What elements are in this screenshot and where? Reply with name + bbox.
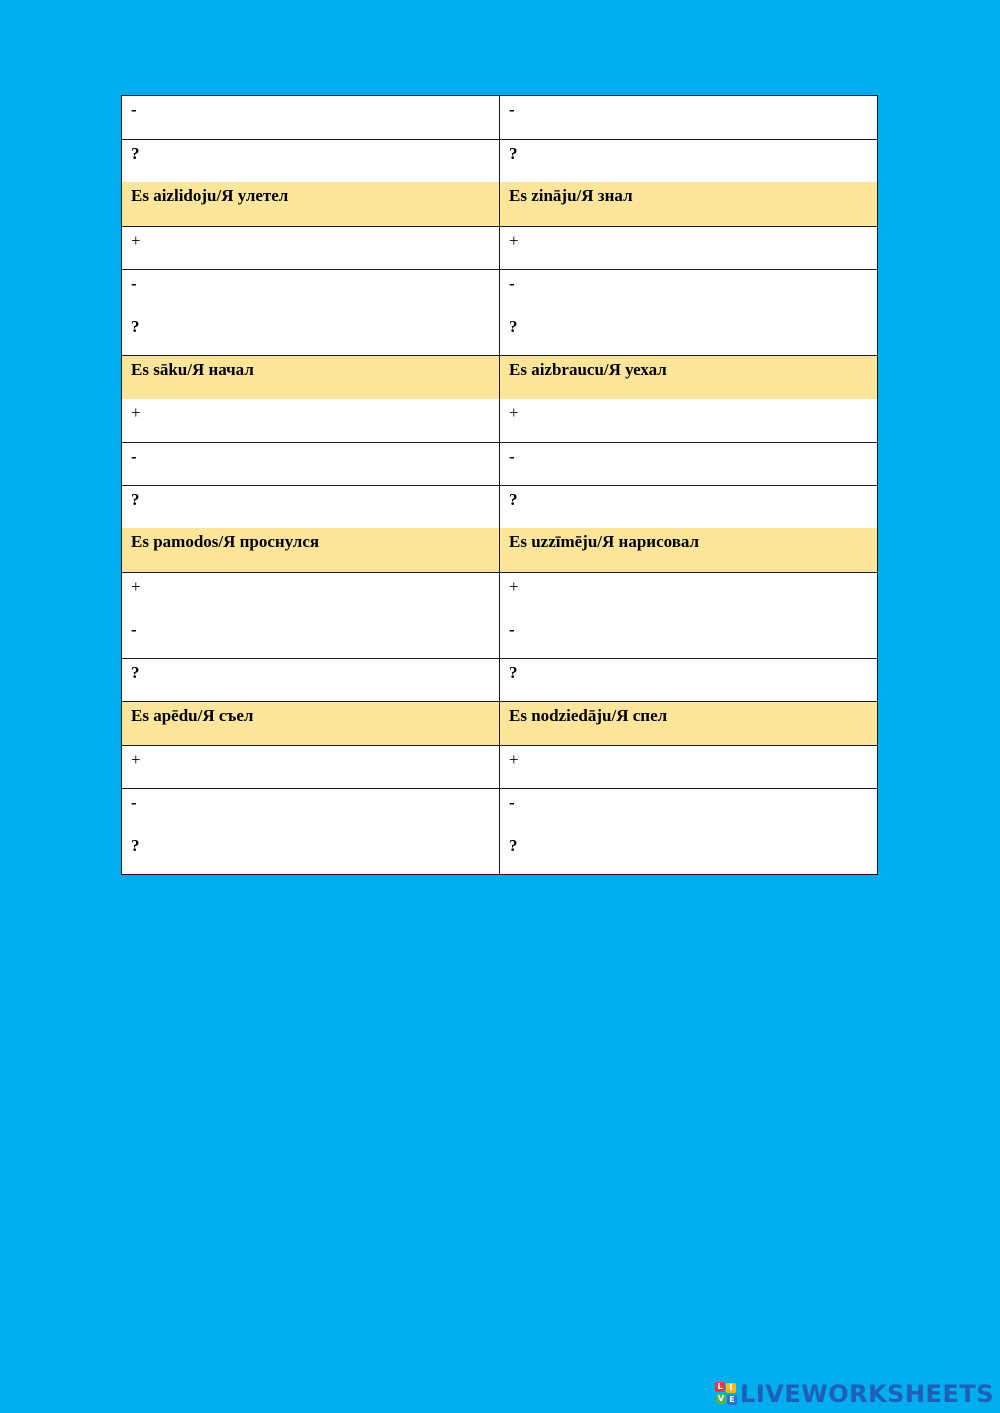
table-row [122,139,877,182]
logo-text: LIVEWORKSHEETS [740,1380,994,1408]
question-mark: ? [509,317,518,336]
verb-header-row [122,701,877,745]
negative-mark: - [509,100,515,119]
verb-header-row [122,528,877,572]
question-mark: ? [509,144,518,163]
answer-cell[interactable] [499,443,877,485]
verb-header: Es aizlidoju/Я улетел [131,186,289,205]
table-row [122,442,877,485]
negative-mark: - [131,793,137,812]
answer-cell[interactable] [499,270,877,355]
question-mark: ? [131,317,140,336]
answer-cell[interactable] [122,746,499,788]
answer-cell[interactable] [122,443,499,485]
verb-header-row [122,355,877,399]
answer-cell[interactable] [499,659,877,701]
verb-header: Es pamodos/Я проснулся [131,532,320,551]
verb-header: Es sāku/Я начал [131,360,254,379]
answer-cell[interactable] [499,227,877,269]
question-mark: ? [131,836,140,855]
answer-cell[interactable] [499,789,877,874]
table-row [122,96,877,139]
table-row [122,226,877,269]
negative-mark: - [131,447,137,466]
negative-mark: - [509,620,515,639]
verb-header: Es nodziedāju/Я спел [499,702,877,745]
verb-header: Es aizbraucu/Я уехал [499,356,877,399]
liveworksheets-logo[interactable] [715,1381,994,1407]
answer-cell[interactable] [122,659,499,701]
answer-cell[interactable] [122,96,499,139]
positive-mark: + [509,577,519,596]
verb-header: Es apēdu/Я съел [131,706,254,725]
table-row [122,788,877,874]
negative-mark: - [509,274,515,293]
positive-mark: + [131,577,141,596]
table-row [122,485,877,528]
positive-mark: + [509,231,519,250]
table-row [122,269,877,355]
table-row [122,572,877,658]
answer-cell[interactable] [122,573,499,658]
answer-cell[interactable] [499,486,877,528]
verb-header-row [122,182,877,226]
negative-mark: - [131,274,137,293]
answer-cell[interactable] [499,96,877,139]
answer-cell[interactable] [122,399,499,442]
question-mark: ? [131,663,140,682]
question-mark: ? [509,490,518,509]
answer-cell[interactable] [122,140,499,182]
positive-mark: + [509,750,519,769]
question-mark: ? [131,490,140,509]
answer-cell[interactable] [499,746,877,788]
logo-mark-icon: L I V E [715,1382,737,1406]
answer-cell[interactable] [122,227,499,269]
negative-mark: - [131,100,137,119]
verb-header: Es uzzīmēju/Я нарисовал [499,528,877,572]
negative-mark: - [131,620,137,639]
answer-cell[interactable] [499,399,877,442]
worksheet-table [121,95,878,875]
table-row [122,658,877,701]
positive-mark: + [509,403,519,422]
negative-mark: - [509,447,515,466]
positive-mark: + [131,750,141,769]
answer-cell[interactable] [122,486,499,528]
question-mark: ? [131,144,140,163]
answer-cell[interactable] [122,270,499,355]
table-row [122,399,877,442]
negative-mark: - [509,793,515,812]
positive-mark: + [131,231,141,250]
verb-header: Es zināju/Я знал [499,182,877,226]
answer-cell[interactable] [499,573,877,658]
table-row [122,745,877,788]
question-mark: ? [509,836,518,855]
answer-cell[interactable] [499,140,877,182]
answer-cell[interactable] [122,789,499,874]
positive-mark: + [131,403,141,422]
question-mark: ? [509,663,518,682]
